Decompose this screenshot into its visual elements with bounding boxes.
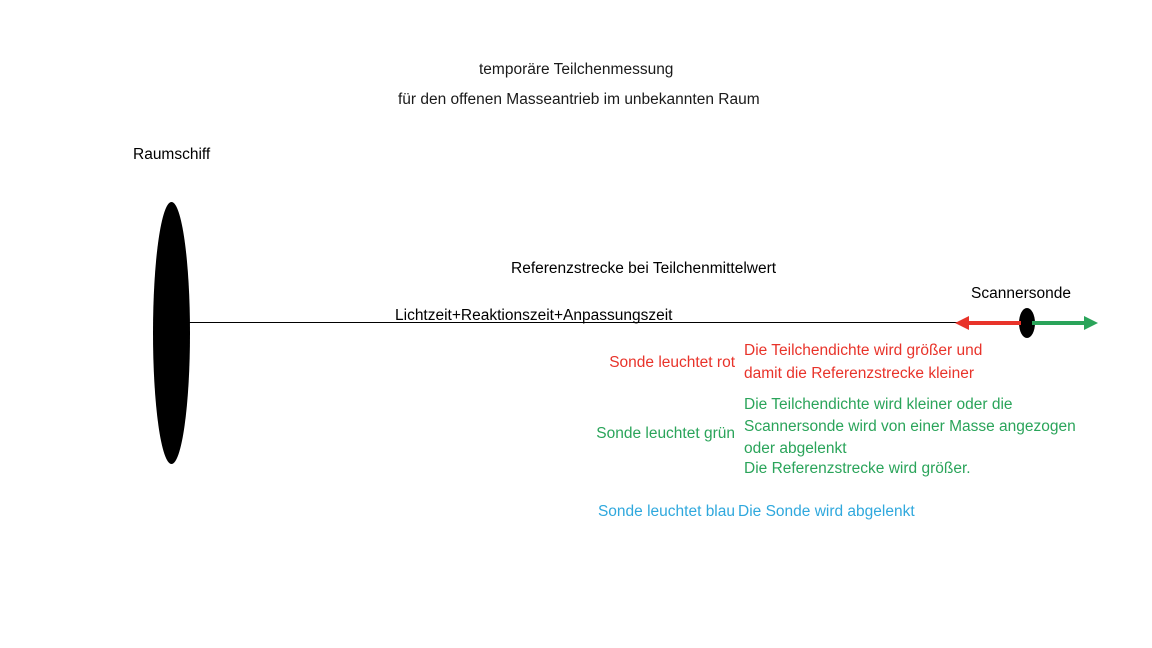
time-components-label: Lichtzeit+Reaktionszeit+Anpassungszeit xyxy=(395,307,673,324)
red-arrow-shaft xyxy=(967,321,1021,325)
legend-description-green-line-3: oder abgelenkt xyxy=(744,440,847,457)
legend-description-green-line-2: Scannersonde wird von einer Masse angezogen xyxy=(744,418,1076,435)
legend-description-red-line-2: damit die Referenzstrecke kleiner xyxy=(744,365,975,382)
legend-state-red: Sonde leuchtet rot xyxy=(609,354,735,371)
legend-description-green-line-4: Die Referenzstrecke wird größer. xyxy=(744,460,971,477)
reference-distance-label: Referenzstrecke bei Teilchenmittelwert xyxy=(511,260,777,277)
spaceship-shape xyxy=(153,202,190,464)
legend-state-blue: Sonde leuchtet blau xyxy=(597,503,735,520)
legend-state-green: Sonde leuchtet grün xyxy=(596,425,735,442)
green-arrow-head xyxy=(1084,316,1098,330)
legend-description-blue-line-1: Die Sonde wird abgelenkt xyxy=(738,503,915,520)
scanner-probe-label: Scannersonde xyxy=(971,285,1071,302)
green-arrow-icon xyxy=(1032,316,1098,330)
legend-description-green-line-1: Die Teilchendichte wird kleiner oder die xyxy=(744,396,1013,413)
red-arrow-icon xyxy=(955,316,1021,330)
legend-description-red-line-1: Die Teilchendichte wird größer und xyxy=(744,342,983,359)
spaceship-label: Raumschiff xyxy=(133,146,211,163)
diagram-title-line-1: temporäre Teilchenmessung xyxy=(479,61,674,78)
diagram-title-line-2: für den offenen Masseantrieb im unbekannten Raum xyxy=(398,91,760,108)
green-arrow-shaft xyxy=(1032,321,1086,325)
